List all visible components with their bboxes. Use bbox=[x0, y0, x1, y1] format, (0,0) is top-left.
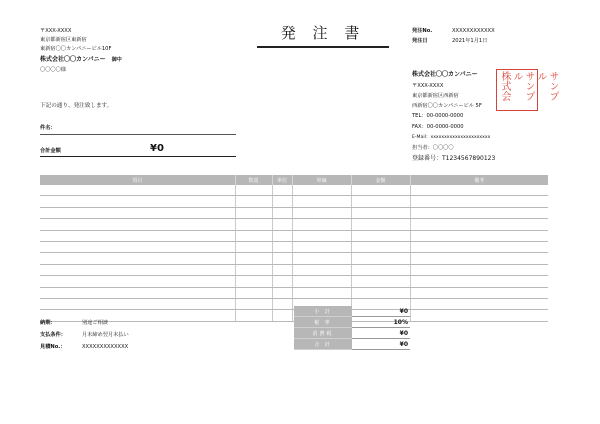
tax-rate-label: 税 率 bbox=[294, 317, 352, 328]
issuer-tel: TEL：00-0000-0000 bbox=[412, 113, 464, 119]
table-cell[interactable] bbox=[410, 298, 548, 309]
table-row bbox=[40, 264, 548, 275]
table-cell[interactable] bbox=[292, 253, 351, 264]
table-row bbox=[40, 241, 548, 252]
table-cell[interactable] bbox=[272, 230, 292, 241]
table-cell[interactable] bbox=[351, 253, 410, 264]
table-cell[interactable] bbox=[272, 219, 292, 230]
recipient-address-line1: 東京都新宿区東新宿 bbox=[40, 37, 87, 43]
table-cell[interactable] bbox=[272, 196, 292, 207]
table-cell[interactable] bbox=[410, 185, 548, 196]
table-cell[interactable] bbox=[351, 287, 410, 298]
order-date-value: 2021年1月1日 bbox=[452, 38, 488, 44]
subject-label: 件名： bbox=[40, 125, 56, 131]
table-cell[interactable] bbox=[235, 185, 272, 196]
total-underline bbox=[40, 156, 236, 157]
order-no-label: 発注No. bbox=[412, 28, 433, 34]
grand-total-value: ¥0 bbox=[352, 339, 410, 350]
table-row bbox=[40, 253, 548, 264]
table-cell[interactable] bbox=[272, 241, 292, 252]
issuer-contact: 担当者：〇〇〇〇 bbox=[412, 145, 454, 151]
table-cell[interactable] bbox=[410, 276, 548, 287]
table-cell[interactable] bbox=[410, 264, 548, 275]
table-row bbox=[40, 207, 548, 218]
table-cell[interactable] bbox=[351, 264, 410, 275]
table-cell[interactable] bbox=[40, 196, 235, 207]
table-cell[interactable] bbox=[351, 219, 410, 230]
issuer-email: E-Mail：xxxxxxxxxxxxxxxxxxxxxx bbox=[412, 135, 491, 140]
title-underline bbox=[257, 46, 389, 48]
grand-total-label: 合 計 bbox=[294, 339, 352, 350]
company-seal bbox=[496, 69, 558, 111]
items-table-header bbox=[40, 175, 548, 185]
tax-rate-value: 10% bbox=[352, 317, 410, 328]
payment-label: 支払条件： bbox=[40, 332, 66, 338]
subject-underline bbox=[40, 134, 236, 135]
table-cell[interactable] bbox=[40, 253, 235, 264]
subtotal-label: 小 計 bbox=[294, 306, 352, 317]
table-row bbox=[40, 230, 548, 241]
seal-column-3: 株式会 bbox=[499, 71, 510, 101]
table-cell[interactable] bbox=[272, 287, 292, 298]
table-cell[interactable] bbox=[235, 287, 272, 298]
recipient-company bbox=[40, 56, 122, 64]
header-unit: 単位 bbox=[272, 175, 292, 185]
table-cell[interactable] bbox=[292, 207, 351, 218]
intro-text: 下記の通り、発注致します。 bbox=[40, 103, 113, 109]
table-cell[interactable] bbox=[40, 264, 235, 275]
header-quantity: 数量 bbox=[235, 175, 272, 185]
table-cell[interactable] bbox=[235, 196, 272, 207]
table-row bbox=[40, 185, 548, 196]
table-row bbox=[40, 196, 548, 207]
table-cell[interactable] bbox=[351, 230, 410, 241]
quote-no-label: 見積No.： bbox=[40, 344, 66, 350]
table-cell[interactable] bbox=[292, 196, 351, 207]
table-cell[interactable] bbox=[351, 276, 410, 287]
table-cell[interactable] bbox=[40, 276, 235, 287]
table-cell[interactable] bbox=[410, 219, 548, 230]
recipient-person: 〇〇〇〇様 bbox=[40, 67, 66, 73]
summary-row-subtotal bbox=[294, 306, 410, 317]
order-date-label: 発注日 bbox=[412, 38, 428, 44]
table-cell[interactable] bbox=[292, 287, 351, 298]
header-remarks: 備考 bbox=[410, 175, 548, 185]
seal-column-2: サンプル bbox=[511, 71, 534, 101]
table-row bbox=[40, 219, 548, 230]
table-cell[interactable] bbox=[40, 241, 235, 252]
items-table-body bbox=[40, 185, 548, 321]
order-no-value: XXXXXXXXXXXX bbox=[452, 28, 495, 34]
issuer-postal: 〒XXX-XXXX bbox=[412, 83, 444, 89]
table-cell[interactable] bbox=[40, 219, 235, 230]
header-unit-price: 単価 bbox=[292, 175, 351, 185]
issuer-fax: FAX：00-0000-0000 bbox=[412, 124, 464, 130]
total-value: ¥0 bbox=[150, 143, 164, 154]
table-cell[interactable] bbox=[272, 185, 292, 196]
recipient-company-suffix: 御中 bbox=[111, 57, 122, 63]
table-cell[interactable] bbox=[235, 207, 272, 218]
table-cell[interactable] bbox=[40, 310, 235, 321]
table-cell[interactable] bbox=[351, 207, 410, 218]
recipient-company-name: 株式会社〇〇カンパニー bbox=[40, 56, 106, 63]
table-cell[interactable] bbox=[410, 196, 548, 207]
summary-table bbox=[294, 306, 410, 350]
table-cell[interactable] bbox=[235, 310, 272, 321]
table-cell[interactable] bbox=[40, 287, 235, 298]
issuer-company: 株式会社〇〇カンパニー bbox=[412, 71, 478, 78]
table-cell[interactable] bbox=[272, 253, 292, 264]
tax-value: ¥0 bbox=[352, 328, 410, 339]
items-table bbox=[40, 175, 548, 322]
delivery-value: 別途ご相談 bbox=[82, 320, 108, 326]
table-cell[interactable] bbox=[410, 253, 548, 264]
summary-row-tax bbox=[294, 328, 410, 339]
summary-row-total bbox=[294, 339, 410, 350]
table-cell[interactable] bbox=[235, 219, 272, 230]
header-item: 項目 bbox=[40, 175, 235, 185]
table-cell[interactable] bbox=[40, 185, 235, 196]
table-cell[interactable] bbox=[292, 185, 351, 196]
issuer-address-line1: 東京都新宿区西新宿 bbox=[412, 93, 459, 99]
table-cell[interactable] bbox=[272, 276, 292, 287]
table-cell[interactable] bbox=[351, 241, 410, 252]
table-cell[interactable] bbox=[351, 185, 410, 196]
table-cell[interactable] bbox=[235, 276, 272, 287]
table-cell[interactable] bbox=[292, 219, 351, 230]
table-cell[interactable] bbox=[272, 310, 292, 321]
table-cell[interactable] bbox=[410, 207, 548, 218]
table-cell[interactable] bbox=[351, 196, 410, 207]
table-cell[interactable] bbox=[410, 310, 548, 321]
header-amount: 金額 bbox=[351, 175, 410, 185]
table-cell[interactable] bbox=[235, 241, 272, 252]
table-cell[interactable] bbox=[292, 264, 351, 275]
subtotal-value: ¥0 bbox=[352, 306, 410, 317]
table-cell[interactable] bbox=[292, 230, 351, 241]
table-cell[interactable] bbox=[272, 298, 292, 309]
table-cell[interactable] bbox=[235, 230, 272, 241]
tax-label: 消費税 bbox=[294, 328, 352, 339]
document-title: 発 注 書 bbox=[280, 24, 366, 42]
table-cell[interactable] bbox=[410, 287, 548, 298]
table-cell[interactable] bbox=[272, 207, 292, 218]
issuer-registration: 登録番号：T1234567890123 bbox=[412, 155, 496, 162]
quote-no-value: XXXXXXXXXXXXX bbox=[82, 344, 129, 350]
recipient-address-line2: 東新宿〇〇カンパニービル10F bbox=[40, 46, 112, 52]
summary-row-tax-rate bbox=[294, 317, 410, 328]
table-cell[interactable] bbox=[235, 253, 272, 264]
table-cell[interactable] bbox=[272, 264, 292, 275]
delivery-label: 納期： bbox=[40, 320, 56, 326]
table-cell[interactable] bbox=[235, 298, 272, 309]
issuer-address-line2: 西新宿〇〇カンパニービル 5F bbox=[412, 103, 482, 109]
table-cell[interactable] bbox=[410, 241, 548, 252]
table-cell[interactable] bbox=[40, 298, 235, 309]
table-cell[interactable] bbox=[40, 207, 235, 218]
seal-column-1: サンプル bbox=[535, 71, 558, 101]
table-cell[interactable] bbox=[292, 276, 351, 287]
table-cell[interactable] bbox=[292, 241, 351, 252]
payment-value: 月末締め翌月末払い bbox=[82, 332, 129, 338]
table-cell[interactable] bbox=[410, 230, 548, 241]
recipient-postal: 〒XXX-XXXX bbox=[40, 28, 72, 34]
table-cell[interactable] bbox=[40, 230, 235, 241]
total-label: 合計金額 bbox=[40, 148, 61, 154]
table-row bbox=[40, 276, 548, 287]
table-cell[interactable] bbox=[235, 264, 272, 275]
table-row bbox=[40, 287, 548, 298]
